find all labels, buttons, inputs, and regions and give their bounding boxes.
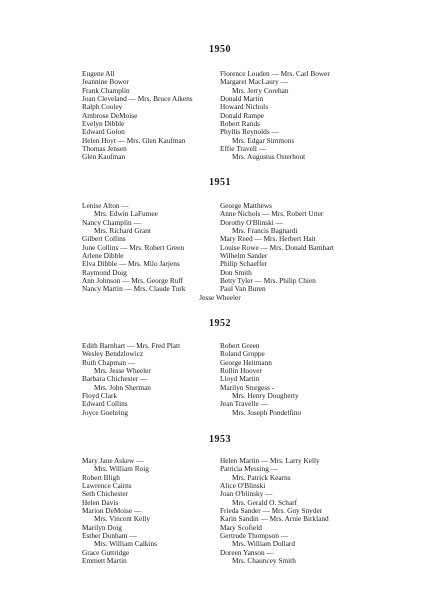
name-entry: Marilyn Sturgess - xyxy=(220,382,275,392)
name-entry: Lenise Alton — xyxy=(82,201,129,210)
name-entry: Edith Barnhart — Mrs. Fred Platt xyxy=(82,341,181,350)
name-entry: Esther Dunham — xyxy=(82,531,137,541)
right-column xyxy=(220,342,382,417)
name-entry: Roland Groppe xyxy=(220,349,265,359)
name-entry: Edward Collins xyxy=(82,399,128,409)
name-entry: Emmett Martin xyxy=(82,556,127,566)
name-entry: Wilhelm Sander xyxy=(220,251,268,261)
name-entry: Lawrence Cairns xyxy=(82,481,132,491)
name-entry: Marion DeMoise — xyxy=(82,506,142,516)
name-entry: Robert Bligh xyxy=(82,472,120,482)
married-name-entry: Mrs. Edwin LaFumee xyxy=(94,209,158,219)
name-entry: Paul Van Buren xyxy=(220,284,266,294)
name-entry: Wesley Bendzlowicz xyxy=(82,349,144,359)
name-entry: June Collins — Mrs. Robert Green xyxy=(82,242,185,252)
year-heading-1951: 1951 xyxy=(209,177,231,188)
name-entry: Alice O'Blinski xyxy=(220,481,266,491)
year-heading-1952: 1952 xyxy=(209,318,231,329)
name-entry: Gertrude Thompson — xyxy=(220,531,288,541)
name-entry: Raymond Doig xyxy=(82,267,127,277)
name-entry: Jeannine Bower xyxy=(82,77,129,87)
right-column xyxy=(220,70,382,162)
name-entry: Eugene All xyxy=(82,69,115,78)
left-column xyxy=(82,202,222,294)
married-name-entry: Mrs. Edgar Simmons xyxy=(232,135,295,145)
name-entry: Betty Tyler — Mrs. Philip Chien xyxy=(220,276,316,286)
name-entry: Nancy Champlin — xyxy=(82,217,141,227)
name-entry: Margaret MacLaury — xyxy=(220,77,288,87)
centered-name-entry: Jesse Wheeler xyxy=(199,293,241,302)
name-entry: Don Smith xyxy=(220,267,252,277)
name-entry: Howard Nichols xyxy=(220,102,269,112)
name-entry: Mary Reed — Mrs. Herbert Hait xyxy=(220,234,316,244)
name-entry: Gilbert Collins xyxy=(82,234,126,244)
married-name-entry: Mrs. William Calkins xyxy=(94,539,158,549)
married-name-entry: Mrs. Chauncey Smith xyxy=(232,556,296,566)
name-entry: Ann Johnson — Mrs. George Ruff xyxy=(82,276,184,286)
name-entry: George Matthews xyxy=(220,201,272,210)
right-column xyxy=(220,202,382,294)
name-entry: Nancy Martin — Mrs. Claude Turk xyxy=(82,284,186,294)
married-name-entry: Mrs. William Roig xyxy=(94,464,149,474)
name-entry: Helen Martin — Mrs. Larry Kelly xyxy=(220,456,320,465)
name-entry: Mary Scofield xyxy=(220,522,262,532)
name-entry: Patricia Messing — xyxy=(220,464,278,474)
married-name-entry: Mrs. Vincent Kelly xyxy=(94,514,150,524)
name-entry: Marilyn Doig xyxy=(82,522,122,532)
year-heading-1953: 1953 xyxy=(209,434,231,445)
married-name-entry: Mrs. Joseph Pondelfino xyxy=(232,407,302,417)
name-entry: Arlene Dibble xyxy=(82,251,124,261)
name-entry: Donald Rampe xyxy=(220,110,264,120)
married-name-entry: Mrs. Augustus Osterhout xyxy=(232,152,306,162)
name-entry: Evelyn Dibble xyxy=(82,119,125,129)
married-name-entry: Mrs. John Sherman xyxy=(94,382,151,392)
name-entry: Philip Schaeffer xyxy=(220,259,268,269)
name-entry: Joyce Goehring xyxy=(82,407,128,417)
name-entry: Ambrose DeMoise xyxy=(82,110,138,120)
right-column xyxy=(220,457,382,565)
name-entry: Seth Chichester xyxy=(82,489,129,499)
name-entry: Jean Travelle — xyxy=(220,399,268,409)
name-entry: Dorothy O'Blinski — xyxy=(220,217,283,227)
married-name-entry: Mrs. Jesse Wheeler xyxy=(94,366,151,376)
name-entry: Mary Jane Askew — xyxy=(82,456,144,465)
name-entry: Floyd Clark xyxy=(82,391,118,401)
name-entry: Glen Kaufman xyxy=(82,152,126,162)
name-entry: Lloyd Martin xyxy=(220,374,260,384)
left-column xyxy=(82,457,222,565)
left-column xyxy=(82,342,222,417)
name-entry: Karin Sandin — Mrs. Arnie Birkland xyxy=(220,514,329,524)
married-name-entry: Mrs. Jerry Corehan xyxy=(232,85,289,95)
married-name-entry: Mrs. Richard Grant xyxy=(94,226,151,236)
married-name-entry: Mrs. Henry Dougherty xyxy=(232,391,299,401)
name-entry: Louise Rowe — Mrs. Donald Barnhart xyxy=(220,242,334,252)
name-entry: Ruth Chapman — xyxy=(82,357,136,367)
name-entry: Phyllis Reynolds — xyxy=(220,127,279,137)
name-entry: Doreen Yanson — xyxy=(220,547,274,557)
left-column xyxy=(82,70,222,162)
name-entry: Effie Travell — xyxy=(220,144,267,154)
married-name-entry: Mrs. Gerald O. Scharf xyxy=(232,497,298,507)
name-entry: George Heitmann xyxy=(220,357,272,367)
year-heading-1950: 1950 xyxy=(209,44,231,55)
name-entry: Rollin Hoover xyxy=(220,366,262,376)
name-entry: Florence Louden — Mrs. Carl Bower xyxy=(220,69,330,78)
name-entry: Frieda Sander — Mrs. Guy Snyder xyxy=(220,506,323,516)
name-entry: Elva Dibble — Mrs. Milo Jarjens xyxy=(82,259,180,269)
name-entry: Thomas Jensen xyxy=(82,144,127,154)
name-entry: Helen Davis xyxy=(82,497,119,507)
name-entry: Joan Cleveland — Mrs. Bruce Aikens xyxy=(82,94,193,104)
name-entry: Frank Champlin xyxy=(82,85,130,95)
married-name-entry: Mrs. William Dollard xyxy=(232,539,296,549)
name-entry: Edward Golon xyxy=(82,127,125,137)
married-name-entry: Mrs. Patrick Kearns xyxy=(232,472,291,482)
name-entry: Ralph Cooley xyxy=(82,102,123,112)
married-name-entry: Mrs. Francis Bagnardi xyxy=(232,226,298,236)
name-entry: Grace Guttridge xyxy=(82,547,130,557)
name-entry: Joan O'blinsky — xyxy=(220,489,273,499)
name-entry: Donald Martin xyxy=(220,94,264,104)
name-entry: Robert Green xyxy=(220,341,260,350)
name-entry: Robert Rands xyxy=(220,119,260,129)
name-entry: Barbara Chichester — xyxy=(82,374,148,384)
name-entry: Anne Nichols — Mrs. Robert Utter xyxy=(220,209,324,219)
name-entry: Helen Hoyt — Mrs. Glen Kaufman xyxy=(82,135,186,145)
